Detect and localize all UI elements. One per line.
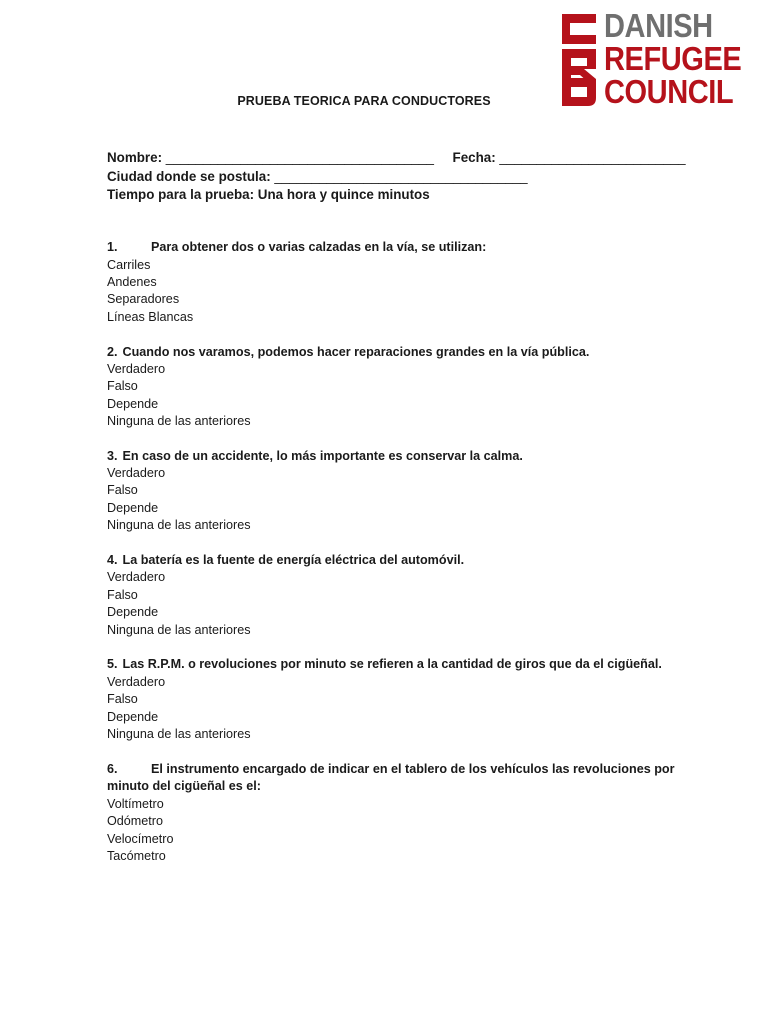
- option[interactable]: Verdadero: [107, 362, 166, 376]
- option[interactable]: Verdadero: [107, 675, 166, 689]
- question-3-title: [107, 449, 523, 463]
- question-4-title: [107, 553, 464, 567]
- option[interactable]: Depende: [107, 397, 159, 411]
- option[interactable]: Verdadero: [107, 570, 166, 584]
- option[interactable]: Ninguna de las anteriores: [107, 623, 251, 637]
- option[interactable]: Depende: [107, 710, 159, 724]
- logo-line-council: COUNCIL: [604, 73, 734, 110]
- document-title: PRUEBA TEORICA PARA CONDUCTORES: [237, 94, 491, 108]
- question-text: La batería es la fuente de energía eléctrica del automóvil.: [122, 553, 465, 567]
- question-number: 5.: [107, 657, 118, 671]
- option[interactable]: Depende: [107, 605, 159, 619]
- option[interactable]: Depende: [107, 501, 159, 515]
- question-5-title: [107, 657, 662, 671]
- option[interactable]: Falso: [107, 379, 138, 393]
- question-number: 6.: [107, 762, 118, 776]
- option[interactable]: Falso: [107, 483, 138, 497]
- option[interactable]: Carriles: [107, 258, 151, 272]
- question-1-title: [107, 240, 486, 254]
- question-6-title-line-1: [107, 762, 675, 776]
- option[interactable]: Tacómetro: [107, 849, 166, 863]
- option[interactable]: Velocímetro: [107, 832, 174, 846]
- nombre-field[interactable]: ____________________________________: [165, 150, 434, 165]
- fecha-label: Fecha:: [452, 150, 496, 165]
- option[interactable]: Odómetro: [107, 814, 163, 828]
- ciudad-label: Ciudad donde se postula:: [107, 169, 271, 184]
- option[interactable]: Andenes: [107, 275, 157, 289]
- question-2-title: [107, 345, 589, 359]
- logo-line-danish: DANISH: [604, 7, 713, 44]
- option[interactable]: Separadores: [107, 292, 180, 306]
- question-6-title-line-2: minuto del cigüeñal es el:: [107, 779, 261, 793]
- fecha-field[interactable]: _________________________: [499, 150, 686, 165]
- logo-line-refugee: REFUGEE: [604, 40, 742, 77]
- option[interactable]: Voltímetro: [107, 797, 164, 811]
- option[interactable]: Falso: [107, 692, 138, 706]
- option[interactable]: Ninguna de las anteriores: [107, 414, 251, 428]
- option[interactable]: Líneas Blancas: [107, 310, 194, 324]
- ciudad-field[interactable]: __________________________________: [274, 169, 528, 184]
- question-number: 1.: [107, 240, 118, 254]
- nombre-fecha-line: [107, 150, 686, 165]
- question-text: En caso de un accidente, lo más importante es conservar la calma.: [122, 449, 523, 463]
- option[interactable]: Ninguna de las anteriores: [107, 518, 251, 532]
- question-number: 3.: [107, 449, 118, 463]
- question-text: Cuando nos varamos, podemos hacer reparaciones grandes en la vía pública.: [122, 345, 590, 359]
- question-text: Para obtener dos o varias calzadas en la vía, se utilizan:: [151, 240, 487, 254]
- question-text: El instrumento encargado de indicar en el tablero de los vehículos las revoluciones por: [151, 762, 675, 776]
- tiempo-line: Tiempo para la prueba: Una hora y quince minutos: [107, 187, 430, 202]
- option[interactable]: Falso: [107, 588, 138, 602]
- question-number: 4.: [107, 553, 118, 567]
- question-number: 2.: [107, 345, 118, 359]
- nombre-label: Nombre:: [107, 150, 163, 165]
- ciudad-line: [107, 169, 528, 184]
- option[interactable]: Verdadero: [107, 466, 166, 480]
- question-text: Las R.P.M. o revoluciones por minuto se refieren a la cantidad de giros que da el cigüeñal.: [122, 657, 662, 671]
- option[interactable]: Ninguna de las anteriores: [107, 727, 251, 741]
